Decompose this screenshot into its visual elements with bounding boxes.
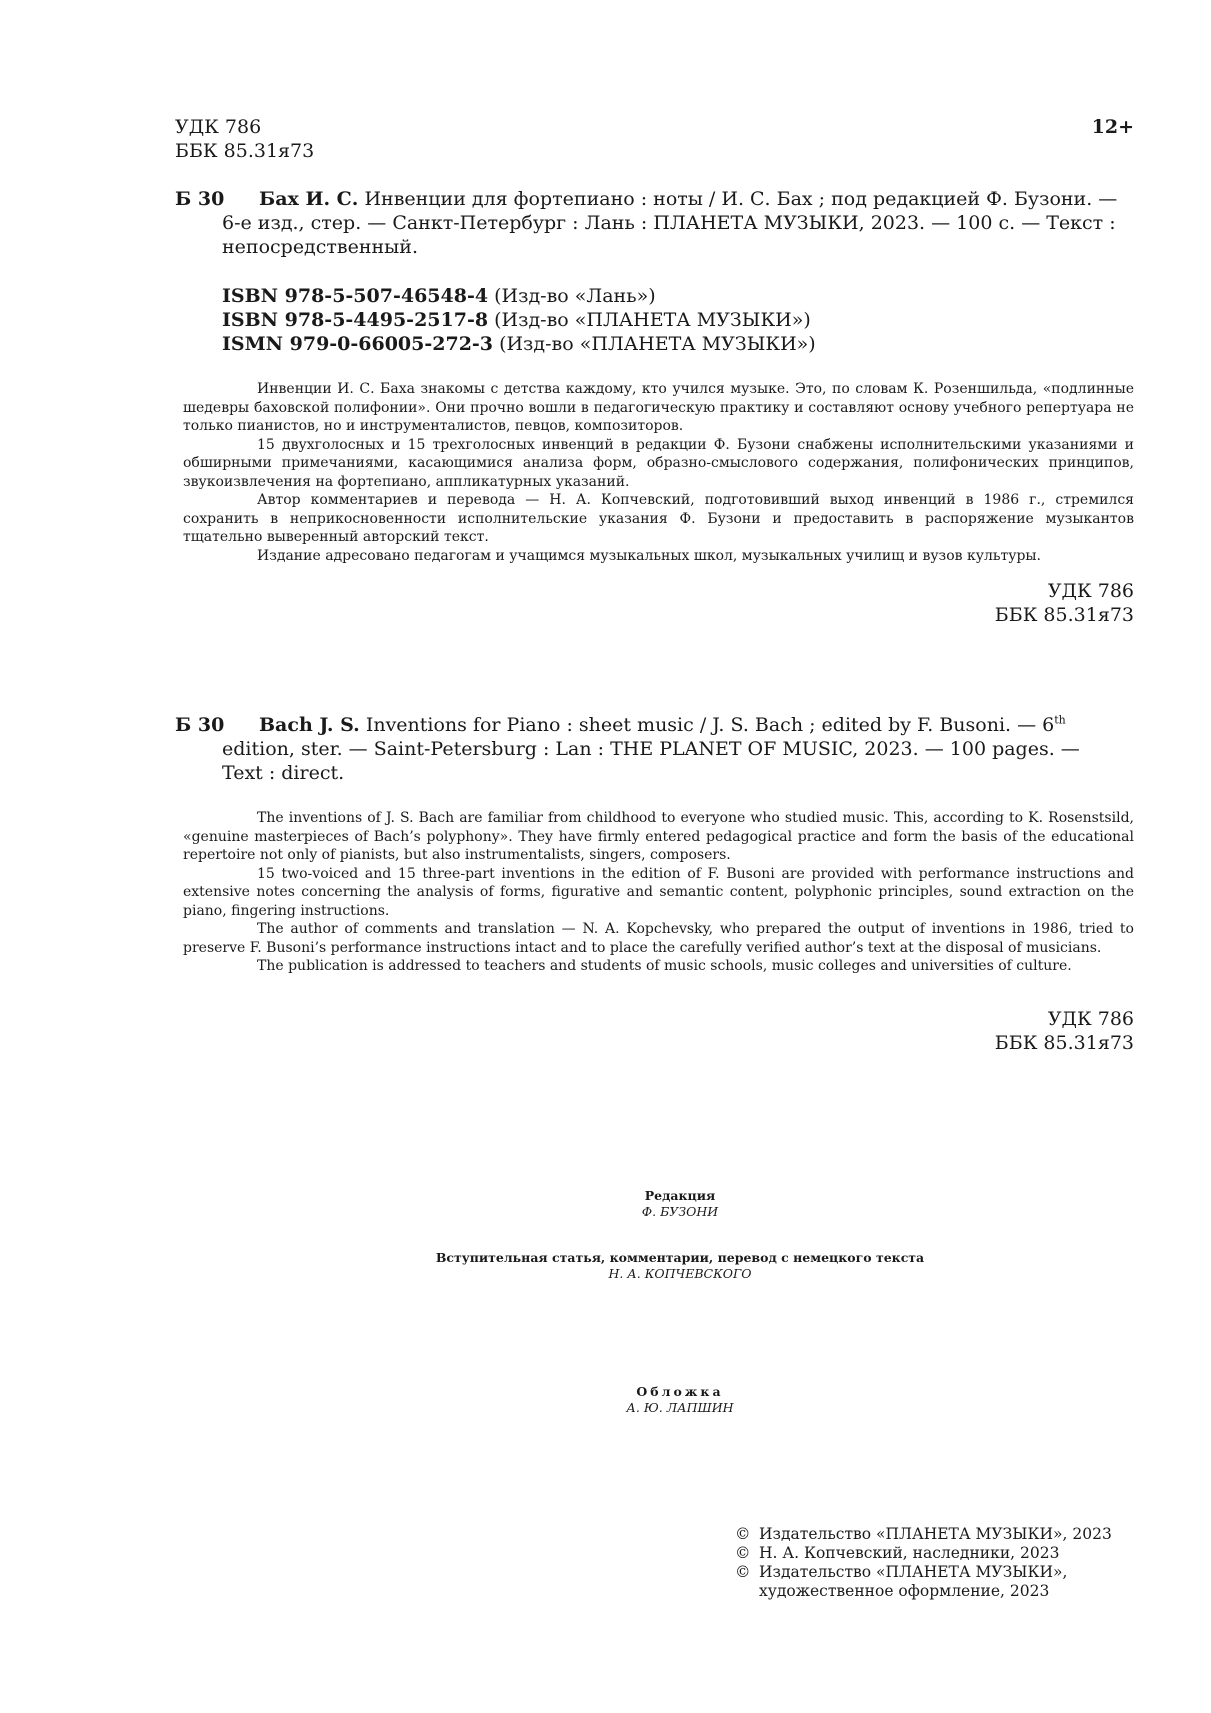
isbn-line <box>222 308 816 332</box>
copyright-text: Издательство «ПЛАНЕТА МУЗЫКИ», <box>759 1563 1068 1581</box>
header-bbk: ББК 85.31я73 <box>175 140 315 162</box>
copyright-line <box>735 1563 1145 1582</box>
isbn-number: ISBN 978-5-4495-2517-8 <box>222 309 489 331</box>
copyright-text: Издательство «ПЛАНЕТА МУЗЫКИ», 2023 <box>759 1525 1112 1543</box>
isbn-number: ISMN 979-0-66005-272-3 <box>222 333 494 355</box>
ru-udk: УДК 786 <box>1047 580 1134 602</box>
en-annotation-paragraph: The publication is addressed to teachers and students of music schools, music colleges and universities of culture. <box>257 958 1072 974</box>
ru-annotation <box>183 380 1134 565</box>
en-bbk: ББК 85.31я73 <box>994 1032 1134 1054</box>
isbn-publisher: (Изд-во «ПЛАНЕТА МУЗЫКИ») <box>494 309 811 331</box>
credit-person: Н. А. КОПЧЕВСКОГО <box>608 1266 752 1281</box>
header-udk: УДК 786 <box>175 116 262 138</box>
copyright-icon: © <box>735 1544 751 1562</box>
ru-annotation-paragraph: Автор комментариев и перевода — Н. А. Копчевский, подготовивший выход инвенций в 1986 г., стремился сохранить в неприкосновенности исполнительские указания Ф. Бузони и предоставить в распоряжение музыкантов тщательно выверенный авторский текст. <box>183 492 1134 545</box>
en-entry-title: Inventions for Piano : sheet music / J. S. Bach ; edited by F. Busoni. — 6 <box>365 714 1055 736</box>
copyright-icon: © <box>735 1563 751 1581</box>
credit-person: А. Ю. ЛАПШИН <box>626 1400 734 1415</box>
isbn-publisher: (Изд-во «Лань») <box>494 285 656 307</box>
credit-cover <box>380 1384 980 1416</box>
ru-entry-code: Б 30 <box>175 188 225 210</box>
isbn-list <box>222 284 816 356</box>
age-rating: 12+ <box>1091 116 1134 138</box>
credit-person: Ф. БУЗОНИ <box>641 1204 719 1219</box>
credit-role: Редакция <box>644 1188 716 1203</box>
ru-entry-author: Бах И. С. <box>259 188 359 210</box>
copyright-line <box>735 1544 1145 1563</box>
en-entry-line3: Text : direct. <box>222 762 345 784</box>
edition-ordinal-suffix: th <box>1054 713 1066 727</box>
isbn-line <box>222 332 816 356</box>
ru-annotation-paragraph: Издание адресовано педагогам и учащимся музыкальных школ, музыкальных училищ и вузов культуры. <box>257 547 1041 564</box>
copyright-text: Н. А. Копчевский, наследники, 2023 <box>759 1544 1060 1562</box>
ru-entry-line3: непосредственный. <box>222 236 419 258</box>
ru-entry-line1 <box>259 187 1134 211</box>
ru-annotation-paragraph: 15 двухголосных и 15 трехголосных инвенций в редакции Ф. Бузони снабжены исполнительскими указаниями и обширными примечаниями, касающимися анализа форм, образно-смыслового содержания, полифонических принципов, звукоизвлечения на фортепиано, аппликатурных указаний. <box>183 436 1134 490</box>
copyright-block <box>735 1525 1145 1601</box>
en-annotation <box>183 809 1134 976</box>
copyright-text: художественное оформление, 2023 <box>759 1582 1050 1600</box>
ru-entry-title: Инвенции для фортепиано : ноты / И. С. Бах ; под редакцией Ф. Бузони. — <box>364 188 1118 210</box>
copyright-line <box>735 1525 1145 1544</box>
en-entry-line1 <box>259 713 1134 737</box>
copyright-line <box>735 1582 1145 1601</box>
en-entry-line2: edition, ster. — Saint-Petersburg : Lan : THE PLANET OF MUSIC, 2023. — 100 pages. — <box>222 738 1080 760</box>
credit-editor <box>380 1188 980 1220</box>
en-annotation-paragraph: The inventions of J. S. Bach are familiar from childhood to everyone who studied music. This, according to K. Rosenstsild, «genuine masterpieces of Bach’s polyphony». They have firmly entered pedagogical practice and form the basis of the educational repertoire not only of pianists, but also instrumentalists, singers, composers. <box>183 810 1134 863</box>
en-udk: УДК 786 <box>1047 1008 1134 1030</box>
ru-annotation-paragraph: Инвенции И. С. Баха знакомы с детства каждому, кто учился музыке. Это, по словам К. Розеншильда, «подлинные шедевры баховской полифонии». Они прочно вошли в педагогическую практику и составляют основу учебного репертуара не только пианистов, но и инструменталистов, певцов, композиторов. <box>183 381 1134 434</box>
copyright-icon: © <box>735 1525 751 1543</box>
isbn-number: ISBN 978-5-507-46548-4 <box>222 285 489 307</box>
credit-translator <box>280 1250 1080 1282</box>
en-entry-author: Bach J. S. <box>259 714 360 736</box>
en-annotation-paragraph: The author of comments and translation — N. A. Kopchevsky, who prepared the output of inventions in 1986, tried to preserve F. Busoni’s performance instructions intact and to place the carefully verified author’s text at the disposal of musicians. <box>183 921 1134 956</box>
ru-entry-line2: 6-е изд., стер. — Санкт-Петербург : Лань : ПЛАНЕТА МУЗЫКИ, 2023. — 100 с. — Текст : <box>222 212 1116 234</box>
en-entry-code: Б 30 <box>175 714 225 736</box>
en-annotation-paragraph: 15 two-voiced and 15 three-part inventions in the edition of F. Busoni are provided with performance instructions and extensive notes concerning the analysis of forms, figurative and semantic content, polyphonic principles, sound extraction on the piano, fingering instructions. <box>183 865 1134 919</box>
ru-bbk: ББК 85.31я73 <box>994 604 1134 626</box>
isbn-publisher: (Изд-во «ПЛАНЕТА МУЗЫКИ») <box>499 333 816 355</box>
credit-role: Обложка <box>636 1384 724 1399</box>
isbn-line <box>222 284 816 308</box>
credit-role: Вступительная статья, комментарии, перевод с немецкого текста <box>435 1250 925 1265</box>
